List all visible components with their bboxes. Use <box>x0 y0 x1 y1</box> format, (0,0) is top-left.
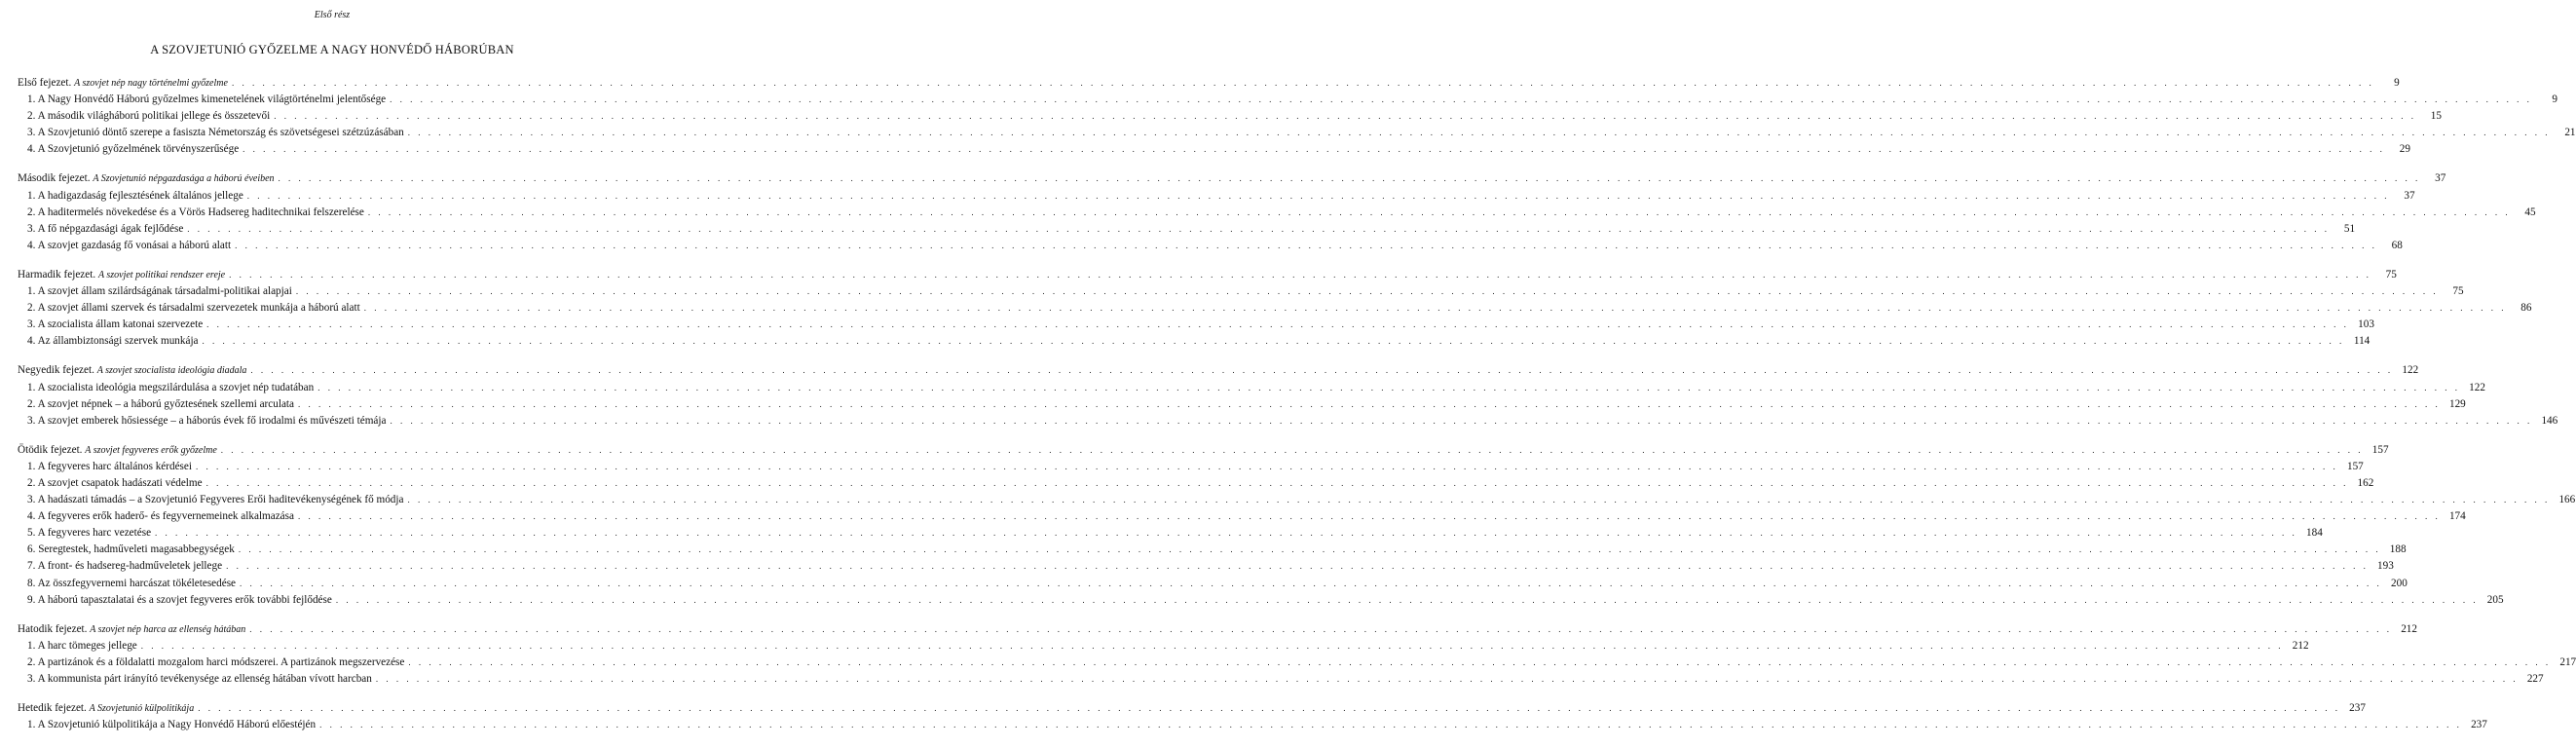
chapter-page-number: 9 <box>2394 77 2400 89</box>
section-page-number: 193 <box>2377 560 2394 573</box>
section-entry <box>18 476 2374 494</box>
chapter-title <box>18 702 194 714</box>
dot-leader <box>319 720 2462 729</box>
section-entry <box>18 189 2415 206</box>
dot-leader <box>407 495 2550 505</box>
chapter-page-number: 212 <box>2401 622 2417 635</box>
section-entry <box>18 560 2394 577</box>
section-page-number: 68 <box>2391 239 2403 251</box>
dot-leader <box>226 561 2369 571</box>
dot-leader <box>408 128 2551 137</box>
section-entry <box>18 206 2536 223</box>
chapter-label: Harmadik fejezet. <box>18 268 96 280</box>
section-page-number: 237 <box>2471 719 2487 731</box>
dot-leader <box>390 94 2532 104</box>
chapter-subtitle: A szovjet nép nagy történelmi győzelme <box>74 78 228 89</box>
section-title: 3. A fő népgazdasági ágak fejlődése <box>27 222 184 235</box>
section-title: 4. A szovjet gazdaság fő vonásai a háború alatt <box>27 239 232 251</box>
section-title: 2. A partizánok és a földalatti mozgalom harci módszerei. A partizánok megszervezése <box>27 655 405 668</box>
dot-leader <box>376 674 2519 684</box>
dot-leader <box>229 270 2371 280</box>
chapter-block <box>18 77 2576 160</box>
section-title: 9. A háború tapasztalatai és a szovjet fegyveres erők további fejlődése <box>27 593 332 606</box>
chapter-block <box>18 443 2576 611</box>
table-of-contents <box>18 77 2576 748</box>
section-entry <box>18 414 2558 431</box>
chapter-block <box>18 268 2532 352</box>
section-page-number: 122 <box>2469 381 2485 393</box>
section-page-number: 217 <box>2559 655 2576 668</box>
chapter-label: Első fejezet. <box>18 77 72 89</box>
section-title: 4. Az állambiztonsági szervek munkája <box>27 335 199 348</box>
dot-leader <box>240 579 2382 588</box>
chapter-label: Második fejezet. <box>18 172 91 185</box>
section-entry <box>18 527 2323 543</box>
section-entry <box>18 673 2544 690</box>
section-entry <box>18 318 2374 335</box>
chapter-subtitle: A szovjet nép harca az ellenség hátában <box>90 623 246 635</box>
section-page-number: 184 <box>2306 527 2323 540</box>
section-page-number: 166 <box>2558 494 2576 506</box>
chapter-subtitle: A szovjet szocialista ideológia diadala <box>96 365 247 377</box>
chapter-subtitle: A szovjet fegyveres erők győzelme <box>85 444 217 456</box>
dot-leader <box>247 191 2390 201</box>
section-page-number: 162 <box>2357 476 2374 489</box>
dot-leader <box>206 478 2349 488</box>
section-entry <box>18 460 2364 477</box>
section-title: 1. A hadigazdaság fejlesztésének általános jellege <box>27 189 243 202</box>
section-page-number: 129 <box>2448 397 2466 410</box>
section-page-number: 37 <box>2404 189 2415 202</box>
section-page-number: 174 <box>2448 510 2466 523</box>
section-entry <box>18 577 2408 594</box>
section-title: 1. A harc tömeges jellege <box>27 639 137 652</box>
dot-leader <box>296 286 2439 296</box>
section-entry <box>18 510 2466 527</box>
section-page-number: 51 <box>2343 222 2356 235</box>
chapter-block <box>18 622 2576 690</box>
chapter-subtitle: A Szovjetunió külpolitikája <box>89 703 195 715</box>
section-title: 3. A hadászati támadás – a Szovjetunió Fegyveres Erői haditevékenységének fő módja <box>27 494 404 506</box>
section-title: 4. A fegyveres erők haderő- és fegyvernemeinek alkalmazása <box>27 510 294 523</box>
dot-leader <box>155 528 2297 538</box>
section-entry <box>18 239 2403 256</box>
section-page-number: 146 <box>2541 414 2558 427</box>
dot-leader <box>298 511 2441 521</box>
section-page-number: 75 <box>2452 285 2464 298</box>
section-title: 3. A szovjet emberek hősiessége – a háborús évek fő irodalmi és művészeti témája <box>27 414 387 427</box>
dot-leader <box>141 641 2284 651</box>
chapter-page-number: 157 <box>2371 443 2389 456</box>
section-entry <box>18 302 2532 318</box>
section-title: 1. A fegyveres harc általános kérdései <box>27 460 192 472</box>
section-title: 3. A szocialista állam katonai szervezete <box>27 318 204 331</box>
chapter-heading <box>18 364 2419 381</box>
section-page-number: 114 <box>2353 335 2371 348</box>
chapter-label: Hetedik fejezet. <box>18 702 87 715</box>
dot-leader <box>364 303 2507 313</box>
chapter-title <box>18 172 275 184</box>
dot-leader <box>249 624 2392 634</box>
chapter-heading <box>18 622 2417 640</box>
section-page-number: 188 <box>2389 543 2407 556</box>
section-page-number: 157 <box>2346 460 2364 472</box>
chapter-subtitle: A Szovjetunió népgazdasága a háború éveiben <box>93 173 275 185</box>
dot-leader <box>203 336 2345 346</box>
dot-leader <box>336 595 2479 605</box>
section-page-number: 200 <box>2391 577 2408 589</box>
dot-leader <box>317 383 2460 393</box>
section-entry <box>18 494 2576 510</box>
section-entry <box>18 110 2442 127</box>
section-page-number: 205 <box>2486 593 2504 606</box>
section-title: 2. A szovjet csapatok hadászati védelme <box>27 476 203 489</box>
dot-leader <box>298 399 2441 409</box>
dot-leader <box>250 365 2393 375</box>
section-title: 2. A haditermelés növekedése és a Vörös Hadsereg haditechnikai felszerelése <box>27 206 364 218</box>
section-title: 1. A szovjet állam szilárdságának társadalmi-politikai alapjai <box>27 285 292 298</box>
chapter-block <box>18 172 2536 255</box>
chapter-title <box>18 269 225 280</box>
dot-leader <box>279 173 2421 183</box>
section-title: 2. A második világháború politikai jellege és összetevői <box>27 110 271 123</box>
section-title: 3. A kommunista párt irányító tevékenysége az ellenség hátában vívott harcban <box>27 673 372 685</box>
section-page-number: 21 <box>2564 127 2576 139</box>
chapter-heading <box>18 172 2446 189</box>
dot-leader <box>196 462 2338 471</box>
section-entry <box>18 285 2464 302</box>
chapter-heading <box>18 268 2397 285</box>
section-title: 1. A Szovjetunió külpolitikája a Nagy Honvédő Háború előestéjén <box>27 719 317 731</box>
section-entry <box>18 719 2487 735</box>
chapter-title <box>18 444 217 456</box>
part-label: Első rész <box>314 10 351 20</box>
section-entry <box>18 127 2576 143</box>
dot-leader <box>206 319 2349 329</box>
dot-leader <box>239 544 2381 554</box>
section-title: 3. A Szovjetunió döntő szerepe a fasiszta Németország és szövetségesei szétzúzásában <box>27 127 404 139</box>
section-entry <box>18 639 2309 656</box>
dot-leader <box>187 224 2330 234</box>
section-page-number: 86 <box>2520 302 2532 315</box>
chapter-label: Negyedik fejezet. <box>18 364 94 377</box>
section-entry <box>18 222 2356 240</box>
chapter-heading <box>18 443 2389 461</box>
section-page-number: 15 <box>2430 110 2442 123</box>
section-title: 7. A front- és hadsereg-hadműveletek jellege <box>27 560 223 573</box>
chapter-heading <box>18 77 2400 94</box>
section-title: 2. A szovjet népnek – a háború győztesének szellemi arculata <box>27 397 294 410</box>
section-entry <box>18 655 2576 673</box>
dot-leader <box>390 416 2532 426</box>
dot-leader <box>198 703 2340 713</box>
section-entry <box>18 593 2504 611</box>
chapter-page-number: 37 <box>2435 172 2446 185</box>
dot-leader <box>232 78 2374 88</box>
section-page-number: 29 <box>2399 143 2410 156</box>
section-page-number: 103 <box>2358 318 2374 331</box>
dot-leader <box>243 144 2385 154</box>
section-entry <box>18 543 2407 560</box>
chapter-title <box>18 77 228 89</box>
chapter-heading <box>18 702 2366 719</box>
dot-leader <box>235 241 2377 250</box>
section-page-number: 212 <box>2292 639 2309 652</box>
section-entry <box>18 381 2485 398</box>
section-page-number: 45 <box>2524 206 2536 218</box>
section-entry <box>18 335 2371 352</box>
section-entry <box>18 94 2557 110</box>
dot-leader <box>368 207 2511 217</box>
chapter-page-number: 122 <box>2402 364 2419 377</box>
section-title: 1. A szocialista ideológia megszilárdulása a szovjet nép tudatában <box>27 381 315 393</box>
dot-leader <box>408 657 2551 667</box>
section-title: 1. A Nagy Honvédő Háború győzelmes kimenetelének világtörténelmi jelentősége <box>27 94 387 106</box>
main-title: A SZOVJETUNIÓ GYŐZELME A NAGY HONVÉDŐ HÁBORÚBAN <box>150 43 514 56</box>
section-entry <box>18 143 2410 160</box>
chapter-block <box>18 364 2558 430</box>
section-page-number: 227 <box>2526 673 2544 685</box>
chapter-block <box>18 702 2487 735</box>
dot-leader <box>274 111 2416 121</box>
chapter-page-number: 237 <box>2349 702 2366 715</box>
chapter-title <box>18 623 245 635</box>
section-title: 2. A szovjet állami szervek és társadalmi szervezetek munkája a háború alatt <box>27 302 360 315</box>
dot-leader <box>221 445 2364 455</box>
section-page-number: 9 <box>2552 94 2557 106</box>
section-title: 5. A fegyveres harc vezetése <box>27 527 152 540</box>
chapter-page-number: 75 <box>2385 268 2397 280</box>
chapter-title <box>18 364 246 376</box>
section-title: 6. Seregtestek, hadműveleti magasabbegységek <box>27 543 235 556</box>
section-title: 4. A Szovjetunió győzelmének törvényszerűsége <box>27 143 240 156</box>
section-entry <box>18 397 2466 415</box>
chapter-subtitle: A szovjet politikai rendszer ereje <box>97 269 226 280</box>
chapter-label: Hatodik fejezet. <box>18 622 88 635</box>
section-title: 8. Az összfegyvernemi harcászat tökéletesedése <box>27 577 237 589</box>
chapter-label: Ötödik fejezet. <box>18 443 83 456</box>
